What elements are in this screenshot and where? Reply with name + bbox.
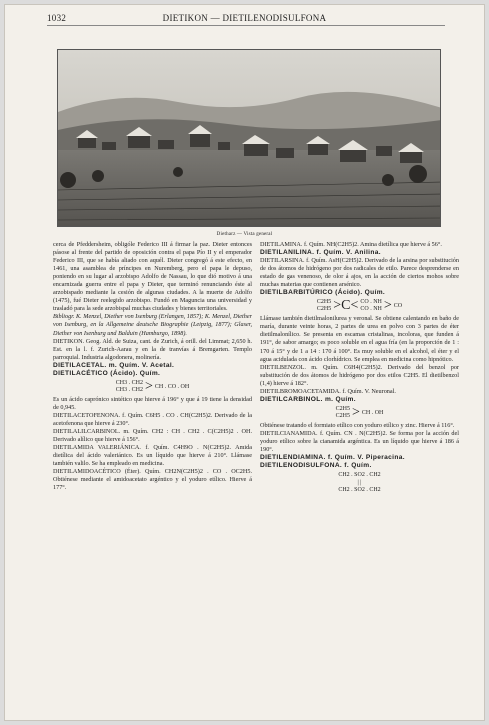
entry-dietilacetofenona: DIETILACETOFENONA. f. Quím. C6H5 . CO . CH(C2H5)2. Derivado de la acetofenona que hierve á 230°. bbox=[53, 411, 252, 427]
formula-text: C2H5 bbox=[316, 306, 332, 313]
entry-dietilamida: DIETILAMIDA VALERIÁNICA. f. Quím. C4H9O . N(C2H5)2. Amida dietílica del ácido valeriánico. Es un líquido que hierve á 210°. Llámase también valilo. Se ha empleado en medicina. bbox=[53, 444, 252, 468]
entry-dietilbarbiturico: DIETILBARBITÚRICO (Ácido). Quím. bbox=[260, 289, 386, 297]
formula-text: CH3 . CH2 bbox=[115, 379, 143, 386]
formula-text: CO . NH bbox=[360, 306, 382, 313]
entry-dietilacetal: DIETILACETAL. m. Quím. V. Acetal. bbox=[53, 361, 175, 369]
brace-symbol: > bbox=[144, 378, 153, 394]
entry-dietilarsina: DIETILARSINA. f. Quím. AsH(C2H5)2. Derivado de la arsina por substitución de dos átomos de hidrógeno por dos radicales de etilo. Parece desprenderse en estado de gas venenoso, de olor á ajos, en la acción de ciertos mohos sobre muchas materias que contienen arsénico. bbox=[260, 257, 459, 289]
left-column bbox=[53, 241, 252, 637]
formula-text: CH . CO . OH bbox=[154, 383, 190, 390]
brace-symbol: > bbox=[383, 298, 392, 314]
formula-text: | | bbox=[357, 479, 362, 486]
entry-dietilbromoacetamida: DIETILBROMOACETAMIDA. f. Quím. V. Neuronal. bbox=[260, 387, 396, 395]
landscape-photo bbox=[57, 49, 441, 227]
formula-barbiturico bbox=[260, 299, 459, 313]
formula-text: C2H5 bbox=[335, 405, 350, 412]
entry-dietilenodisulfona: DIETILENODISULFONA. f. Quím. bbox=[260, 462, 372, 470]
entry-dietilalilcarbinol: DIETILALILCARBINOL. m. Quím. CH2 : CH . CH2 . C(C2H5)2 . OH. Derivado alílico que hierve á 156°. bbox=[53, 427, 252, 444]
brace-symbol: > bbox=[351, 404, 360, 420]
dieter-text: cerca de Pfeddersheim, obligóle Federico III á firmar la paz. Dieter entonces pásose al frente del partido de oposición contra el papa Pío II y el emperador Federico III, que se había aliado con aquél. Dieter congregó á este efecto, en 1461, una asamblea de príncipes en Nuremberg, pero el papa le depuso, poniendo en su lugar al arzobispo Adolfo de Nassau, lo que dió motivo á una encarnizada guerra entre el papa y Dieter, que terminó renunciando éste al arzobispado mediante la cesión de algunas ciudades. A la muerte de Adolfo (1475), fué Dieter reelegido arzobispo. Fundó en Maguncia una universidad y trasladó para la sede arzobispal muchas ciudades y bienes territoriales. bbox=[53, 241, 252, 313]
brace-symbol: >C< bbox=[333, 298, 359, 314]
formula-disulfona bbox=[260, 472, 459, 495]
formula-text: CO bbox=[393, 303, 403, 310]
formula-text: CH2 . SO2 . CH2 bbox=[338, 472, 381, 479]
formula-text: C2H5 bbox=[335, 412, 350, 419]
bibliography: Bibliogr. K. Menzel, Diether von Isenburg (Erlangen, 1857); K. Menzel, Diether von Isenburg, en la Allgemeine deutsche Biographie (Leipzig, 1877); Glaser, Diether von Isenburg und Balduin (Hamburgo, 1898). bbox=[53, 313, 252, 337]
page bbox=[4, 4, 485, 721]
village-illustration bbox=[58, 50, 441, 227]
formula-text: CO . NH bbox=[360, 299, 382, 306]
carbinol-text: Obtiénese tratando el formiato etílico con yoduro etílico y zinc. Hierve á 116°. bbox=[260, 421, 455, 429]
formula-text: CH3 . CH2 bbox=[115, 386, 143, 393]
entry-dietilamina: DIETILAMINA. f. Quím. NH(C2H5)2. Amina dietílica que hierve á 56°. bbox=[260, 241, 442, 248]
right-column bbox=[260, 241, 459, 637]
running-title: DIETIKON — DIETILENODISULFONA bbox=[162, 13, 327, 23]
page-number: 1032 bbox=[47, 13, 67, 23]
entry-dietilacetico: DIETILACÉTICO (Ácido). Quím. bbox=[53, 369, 161, 377]
entry-dietilamidoacetico: DIETILAMIDOACÉTICO (Éter). Quím. CH2N(C2H5)2 . CO . OC2H5. Obtiénese mediante el amidoacetato argéntico y el yoduro etílico. Hierve á 177°. bbox=[53, 468, 252, 492]
barbiturico-text: Llámase también dietilmalonilurea y veronal. Se obtiene calentando en baño de maría, durante veinte horas, 2 partes de urea en polvo con 3 partes de éter dietilmalonílico. Se presenta en escamas cristalinas, incoloras, que funden á 191°, de sabor amargo; es poco soluble en el agua fría (en la proporción de 1 : 170 á 15° y de 1 a 14 : 170 á 100°. Es muy soluble en el alcohol, el éter y el agua acidulada con ácido clorhídrico. Se emplea en medicina como hipnótico. bbox=[260, 315, 459, 363]
header-rule bbox=[47, 25, 445, 26]
formula-dietilacetico bbox=[53, 380, 252, 394]
dietilacetico-text: Es un ácido caprónico sintético que hierve á 196° y que á 19 tiene la densidad de 0,945. bbox=[53, 395, 252, 411]
formula-text: CH . OH bbox=[361, 409, 384, 416]
entry-dietilbenzol: DIETILBENZOL. m. Quím. C6H4(C2H5)2. Derivado del benzol por substitución de dos átomos de hidrógeno por dos etilos C2H5. El dietilbenzol (1,4) hierve á 182°. bbox=[260, 363, 459, 387]
figure-caption: Dietharz — Vista general bbox=[216, 232, 273, 237]
entry-dietilendiamina: DIETILENDIAMINA. f. Quím. V. Piperacina. bbox=[260, 454, 405, 462]
formula-carbinol bbox=[260, 406, 459, 420]
entry-dietilanilina: DIETILANILINA. f. Quím. V. Anilina. bbox=[260, 249, 381, 257]
entry-dietilcianamida: DIETILCIANAMIDA. f. Quím. CN . N(C2H5)2. Se forma por la acción del yoduro etílico sobre la cianamida argéntica. Es un líquido que hierve á 186 á 190°. bbox=[260, 429, 459, 453]
formula-text: CH2 . SO2 . CH2 bbox=[338, 487, 381, 494]
entry-dietikon: DIETIKON. Geog. Ald. de Suiza, cant. de Zurich, á orill. del Limmat; 2,650 h. Est. en la l. f. Zurich-Aarau y en la de tranvías á Bremgarten. Templo parroquial. Industria algodonera, molinería. bbox=[53, 337, 252, 361]
formula-text: C2H5 bbox=[316, 299, 332, 306]
entry-dietilcarbinol: DIETILCARBINOL. m. Quím. bbox=[260, 395, 356, 403]
